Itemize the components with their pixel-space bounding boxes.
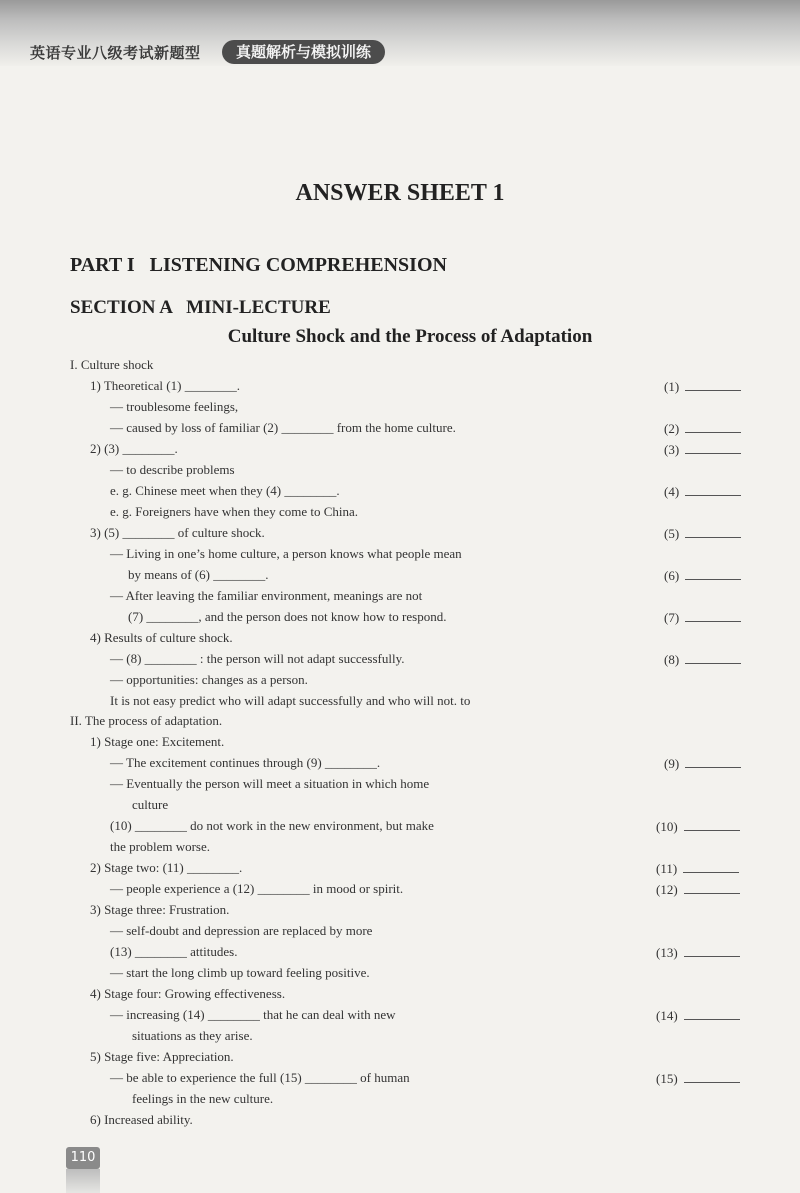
page-number-tab-decoration bbox=[66, 1169, 100, 1193]
outline-line: It is not easy predict who will adapt successfully and who will not. to bbox=[110, 693, 471, 708]
outline-line: the problem worse. bbox=[110, 839, 211, 854]
outline-line: e. g. Foreigners have when they come to China. bbox=[110, 504, 359, 519]
outline-line: — Living in one’s home culture, a person knows what people mean bbox=[110, 546, 462, 561]
outline-line: e. g. Chinese meet when they (4) ________. bbox=[110, 483, 340, 498]
answer-blank[interactable]: (1) bbox=[664, 378, 741, 395]
answer-blank[interactable]: (12) bbox=[656, 881, 740, 898]
outline-line: — increasing (14) ________ that he can deal with new bbox=[110, 1007, 396, 1022]
answer-blank[interactable]: (10) bbox=[656, 818, 740, 835]
outline-line: — start the long climb up toward feeling positive. bbox=[110, 965, 370, 980]
outline-line: II. The process of adaptation. bbox=[70, 713, 223, 728]
book-subtitle-badge: 真题解析与模拟训练 bbox=[222, 40, 385, 64]
outline-line: — be able to experience the full (15) ________ of human bbox=[110, 1070, 410, 1085]
outline-line: — caused by loss of familiar (2) ________ from the home culture. bbox=[110, 420, 456, 435]
outline-line: feelings in the new culture. bbox=[132, 1091, 274, 1106]
answer-blank[interactable]: (8) bbox=[664, 651, 741, 668]
answer-blank[interactable]: (15) bbox=[656, 1070, 740, 1087]
outline-line: 5) Stage five: Appreciation. bbox=[90, 1049, 234, 1064]
outline-line: 1) Theoretical (1) ________. bbox=[90, 378, 240, 393]
answer-blank[interactable]: (6) bbox=[664, 567, 741, 584]
outline-line: 3) (5) ________ of culture shock. bbox=[90, 525, 265, 540]
page-number: 110 bbox=[66, 1147, 100, 1169]
outline-line: — (8) ________ : the person will not adapt successfully. bbox=[110, 651, 405, 666]
answer-blank[interactable]: (9) bbox=[664, 755, 741, 772]
answer-blank[interactable]: (5) bbox=[664, 525, 741, 542]
outline-line: — opportunities: changes as a person. bbox=[110, 672, 308, 687]
outline-line: situations as they arise. bbox=[132, 1028, 253, 1043]
outline-line: (7) ________, and the person does not know how to respond. bbox=[128, 609, 447, 624]
outline-line: — troublesome feelings, bbox=[110, 399, 239, 414]
outline-line: — Eventually the person will meet a situation in which home bbox=[110, 776, 430, 791]
outline-line: (10) ________ do not work in the new environment, but make bbox=[110, 818, 434, 833]
book-series-title: 英语专业八级考试新题型 bbox=[30, 44, 201, 62]
outline-line: — After leaving the familiar environment, meanings are not bbox=[110, 588, 423, 603]
outline-line: — to describe problems bbox=[110, 462, 235, 477]
outline-line: culture bbox=[132, 797, 169, 812]
answer-blank[interactable]: (3) bbox=[664, 441, 741, 458]
answer-blank[interactable]: (11) bbox=[656, 860, 739, 877]
section-heading: SECTION A MINI-LECTURE bbox=[70, 297, 331, 318]
outline-line: 4) Results of culture shock. bbox=[90, 630, 233, 645]
answer-blank[interactable]: (7) bbox=[664, 609, 741, 626]
outline-line: 4) Stage four: Growing effectiveness. bbox=[90, 986, 286, 1001]
outline-line: — self-doubt and depression are replaced by more bbox=[110, 923, 373, 938]
outline-line: I. Culture shock bbox=[70, 357, 154, 372]
outline-line: — The excitement continues through (9) ________. bbox=[110, 755, 381, 770]
part-heading: PART I LISTENING COMPREHENSION bbox=[70, 254, 447, 276]
outline-line: 2) Stage two: (11) ________. bbox=[90, 860, 243, 875]
outline-line: (13) ________ attitudes. bbox=[110, 944, 238, 959]
answer-blank[interactable]: (4) bbox=[664, 483, 741, 500]
outline-line: 6) Increased ability. bbox=[90, 1112, 193, 1127]
outline-line: — people experience a (12) ________ in mood or spirit. bbox=[110, 881, 404, 896]
answer-blank[interactable]: (2) bbox=[664, 420, 741, 437]
answer-blank[interactable]: (13) bbox=[656, 944, 740, 961]
lecture-title: Culture Shock and the Process of Adaptation bbox=[227, 326, 593, 347]
outline-line: 1) Stage one: Excitement. bbox=[90, 734, 225, 749]
outline-line: 3) Stage three: Frustration. bbox=[90, 902, 230, 917]
outline-line: 2) (3) ________. bbox=[90, 441, 178, 456]
outline-line: by means of (6) ________. bbox=[128, 567, 269, 582]
answer-sheet-title: ANSWER SHEET 1 bbox=[295, 180, 505, 206]
answer-blank[interactable]: (14) bbox=[656, 1007, 740, 1024]
